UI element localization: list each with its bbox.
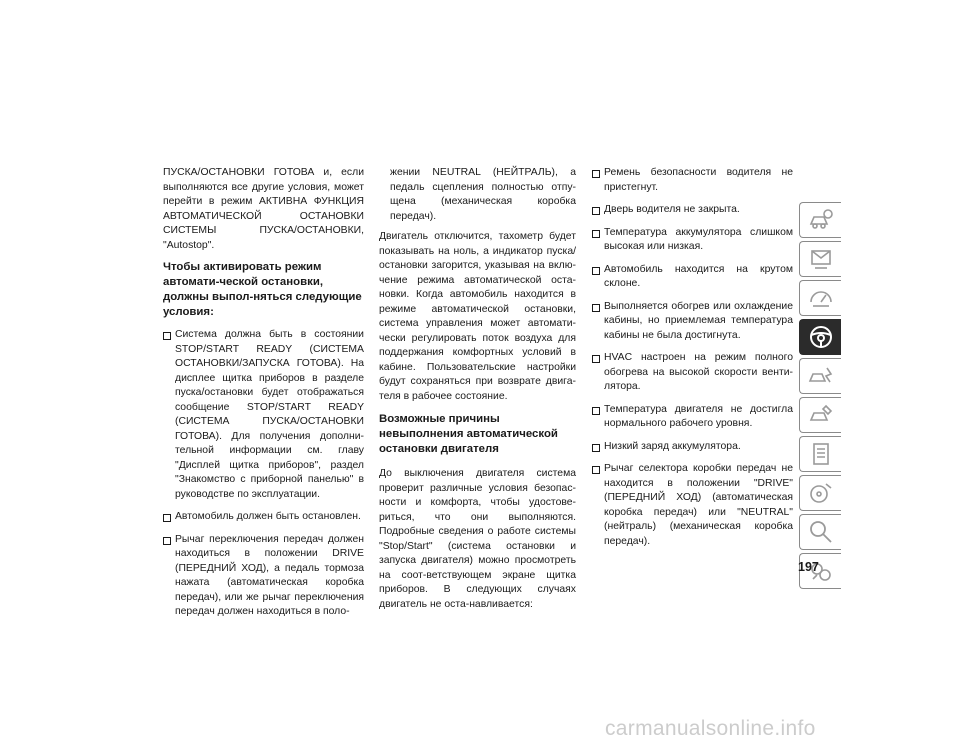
media-icon <box>807 479 835 507</box>
crash-icon <box>807 362 835 390</box>
column-left <box>163 166 364 628</box>
tab-crash[interactable] <box>799 358 841 394</box>
checkbox-bullet-icon <box>592 407 600 415</box>
list-item: Дверь водителя не закрыта. <box>592 203 793 218</box>
list-item: Ремень безопасности водителя не пристегнут. <box>592 166 793 195</box>
specifications-icon <box>807 440 835 468</box>
list-item: Система должна быть в состоянии STOP/START READY (СИСТЕМА ОСТАНОВКИ/ЗАПУСКА ГОТОВА). На дисплее щитка приборов в разделе пуска/остановки будет отображаться сообщение STOP/START READY (СИСТЕМА ПУСКА/ОСТАНОВКИ ГОТОВА). Для получения дополни-тельной информации см. главу "Дисплей щитка приборов", раздел "Знакомство с приборной панелью" в руководстве по эксплуатации. <box>163 328 364 502</box>
watermark: carmanualsonline.info <box>605 717 816 740</box>
section-subheading: Возможные причины невыполнения автоматической остановки двигателя <box>379 413 558 455</box>
messages-icon <box>807 245 835 273</box>
list-item: Рычаг селектора коробки передач не находится в положении "DRIVE" (ПЕРЕДНИЙ ХОД) (автоматическая коробка передач) или "NEUTRAL" (нейтраль) (механическая коробка передач). <box>592 462 793 549</box>
checkbox-bullet-icon <box>592 207 600 215</box>
checkbox-bullet-icon <box>592 466 600 474</box>
dashboard-icon <box>807 284 835 312</box>
service-icon <box>807 401 835 429</box>
tab-service[interactable] <box>799 397 841 433</box>
conditions-list <box>163 328 364 620</box>
tab-steering[interactable] <box>799 319 841 355</box>
chapter-tabs <box>799 202 841 592</box>
tab-dashboard[interactable] <box>799 280 841 316</box>
column-middle <box>379 166 576 619</box>
list-item: Температура двигателя не достигла нормального рабочего уровня. <box>592 403 793 432</box>
column-right <box>592 166 793 557</box>
list-item: Автомобиль находится на крутом склоне. <box>592 263 793 292</box>
list-item: Автомобиль должен быть остановлен. <box>163 510 364 525</box>
checkbox-bullet-icon <box>592 170 600 178</box>
checkbox-bullet-icon <box>592 267 600 275</box>
list-item: Низкий заряд аккумулятора. <box>592 440 793 455</box>
steering-wheel-icon <box>807 323 835 351</box>
section-heading: Чтобы активировать режим автомати-ческой остановки, должны выпол-няться следующие условия: <box>163 261 362 318</box>
list-item-continuation: жении NEUTRAL (НЕЙТРАЛЬ), а педаль сцепления полностью отпу-щена (механическая коробка передач). <box>390 167 576 222</box>
tab-media[interactable] <box>799 475 841 511</box>
list-item: HVAC настроен на режим полного обогрева на высокой скорости венти-лятора. <box>592 351 793 395</box>
conditions-paragraph: До выключения двигателя система проверит различные условия безопас-ности и комфорта, чтобы удостове-риться, что они выполняются. Подробные сведения о работе системы "Stop/Start" (система остановки и запуска двигателя) можно просмотреть на соот-ветствующем экране щитка приборов. В следующих случаях двигатель не оста-навливается: <box>379 468 576 610</box>
checkbox-bullet-icon <box>592 444 600 452</box>
checkbox-bullet-icon <box>592 355 600 363</box>
tab-car-info[interactable] <box>799 202 841 238</box>
list-item: Температура аккумулятора слишком высокая или низкая. <box>592 226 793 255</box>
search-icon <box>807 518 835 546</box>
page-number: 197 <box>798 560 819 574</box>
checkbox-bullet-icon <box>592 230 600 238</box>
tab-search[interactable] <box>799 514 841 550</box>
tab-messages[interactable] <box>799 241 841 277</box>
car-info-icon <box>807 206 835 234</box>
list-item: Рычаг переключения передач должен находиться в положении DRIVE (ПЕРЕДНИЙ ХОД), а педаль тормоза нажата (автоматическая коробка передач), или же рычаг переключения передач должен находиться в поло- <box>163 533 364 620</box>
list-item: Выполняется обогрев или охлаждение кабины, но приемлемая температура кабины не была достигнута. <box>592 300 793 344</box>
intro-paragraph: ПУСКА/ОСТАНОВКИ ГОТОВА и, если выполняются все другие условия, может перейти в режим АКТИВНА ФУНКЦИЯ АВТОМАТИЧЕСКОЙ ОСТАНОВКИ СИСТЕМЫ ПУСКА/ОСТАНОВКИ, "Autostop". <box>163 167 364 251</box>
checkbox-bullet-icon <box>163 332 171 340</box>
checkbox-bullet-icon <box>163 537 171 545</box>
tab-specifications[interactable] <box>799 436 841 472</box>
checkbox-bullet-icon <box>163 514 171 522</box>
checkbox-bullet-icon <box>592 304 600 312</box>
reasons-list <box>592 166 793 549</box>
autostop-paragraph: Двигатель отключится, тахометр будет показывать на ноль, а индикатор пуска/ остановки загорится, указывая на вклю-чение режима автоматической оста-новки. Когда автомобиль находится в режиме автоматической остановки, система управления может автомати-чески регулировать поток воздуха для поддержания комфортных условий в кабине. Пользовательские настройки будут сохраняться при возврате двига-теля в рабочее состояние. <box>379 231 576 402</box>
